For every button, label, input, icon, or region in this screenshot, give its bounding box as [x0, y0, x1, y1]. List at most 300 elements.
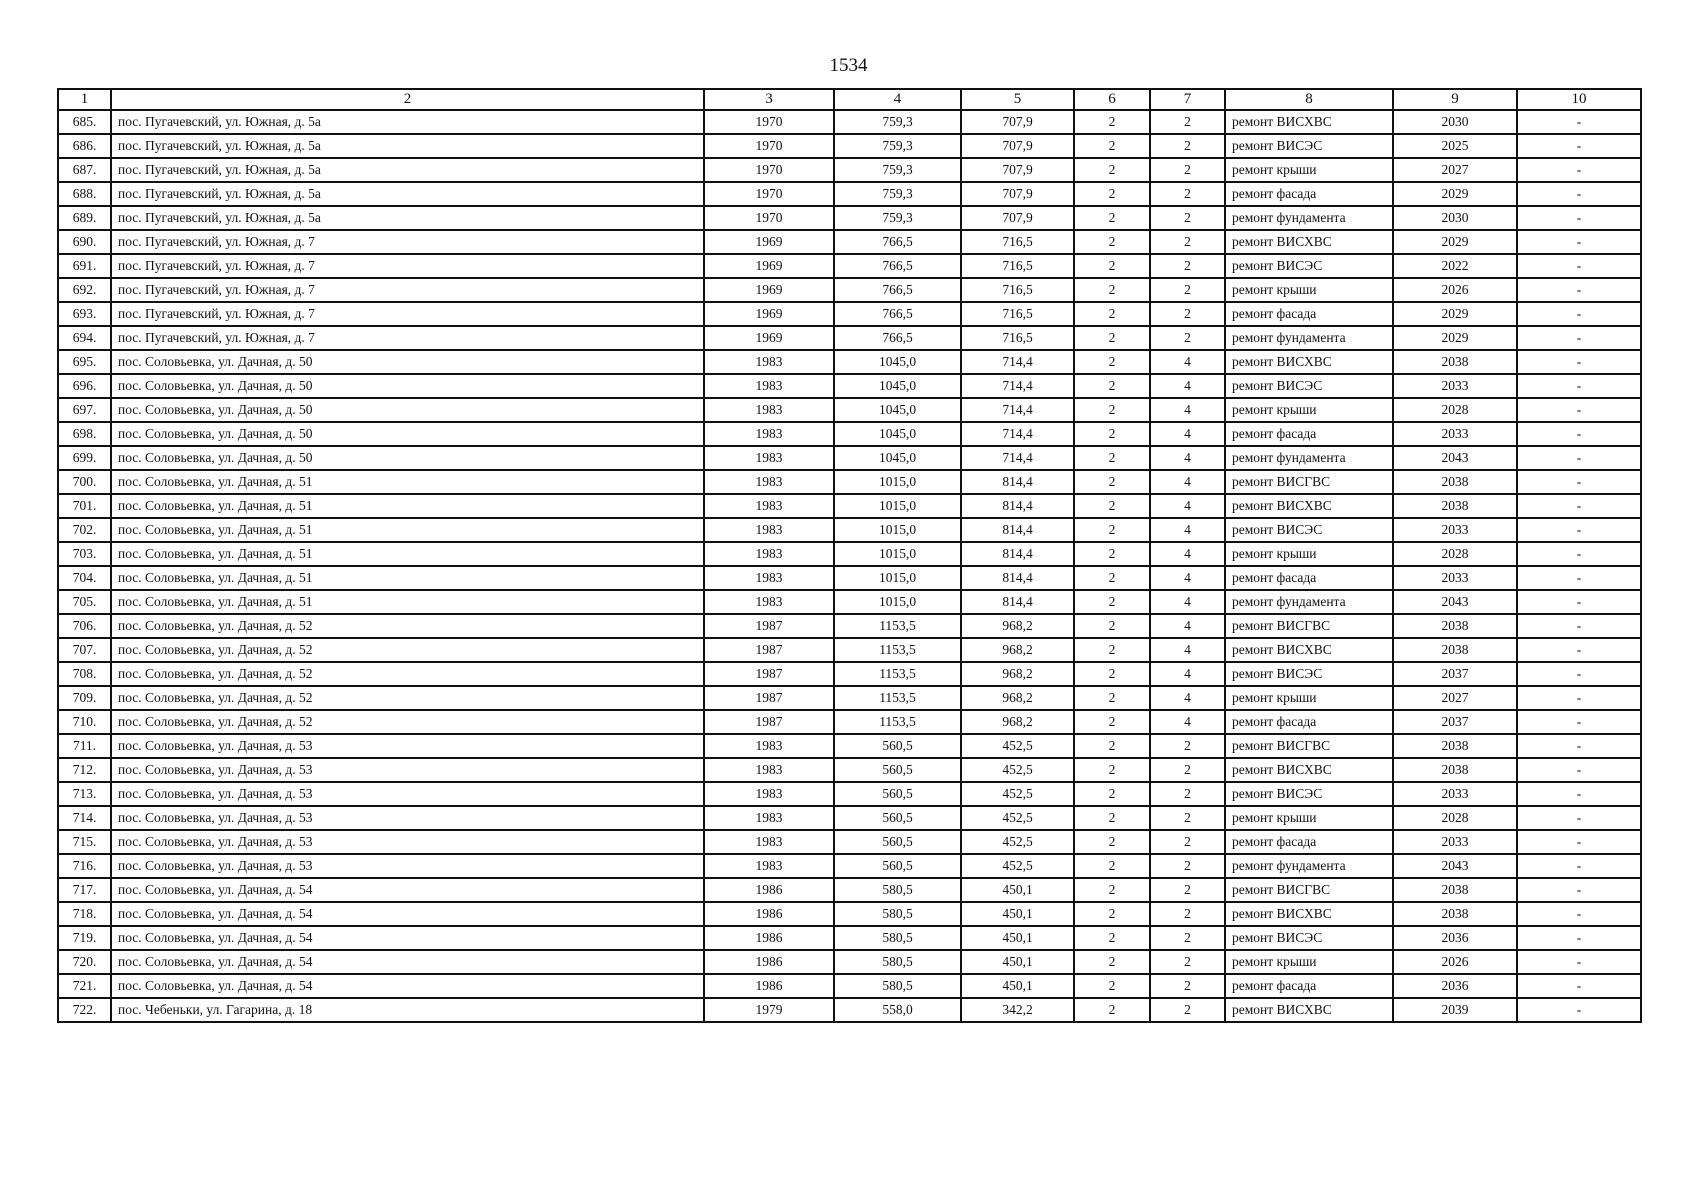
cell-living-area: 716,5: [961, 302, 1074, 326]
cell-entrances: 2: [1150, 950, 1225, 974]
cell-floors: 2: [1074, 878, 1150, 902]
cell-floors: 2: [1074, 542, 1150, 566]
cell-row-number: 706.: [58, 614, 111, 638]
table-row: [58, 902, 1641, 926]
cell-floors: 2: [1074, 734, 1150, 758]
cell-note: -: [1517, 998, 1641, 1022]
cell-entrances: 2: [1150, 878, 1225, 902]
cell-year-built: 1987: [704, 710, 834, 734]
cell-year-built: 1983: [704, 542, 834, 566]
cell-work-type: ремонт ВИСХВС: [1225, 902, 1393, 926]
cell-entrances: 4: [1150, 566, 1225, 590]
cell-year-built: 1987: [704, 614, 834, 638]
cell-address: пос. Соловьевка, ул. Дачная, д. 50: [111, 446, 704, 470]
column-header-4: 4: [834, 89, 961, 110]
cell-address: пос. Соловьевка, ул. Дачная, д. 50: [111, 398, 704, 422]
cell-planned-year: 2027: [1393, 158, 1517, 182]
table-row: [58, 782, 1641, 806]
cell-entrances: 2: [1150, 326, 1225, 350]
cell-note: -: [1517, 758, 1641, 782]
cell-planned-year: 2043: [1393, 854, 1517, 878]
cell-planned-year: 2036: [1393, 926, 1517, 950]
cell-note: -: [1517, 710, 1641, 734]
cell-floors: 2: [1074, 566, 1150, 590]
cell-entrances: 2: [1150, 230, 1225, 254]
cell-entrances: 2: [1150, 734, 1225, 758]
cell-work-type: ремонт фундамента: [1225, 206, 1393, 230]
cell-total-area: 766,5: [834, 278, 961, 302]
cell-work-type: ремонт крыши: [1225, 278, 1393, 302]
cell-floors: 2: [1074, 254, 1150, 278]
cell-year-built: 1986: [704, 902, 834, 926]
cell-address: пос. Соловьевка, ул. Дачная, д. 52: [111, 614, 704, 638]
cell-total-area: 1045,0: [834, 446, 961, 470]
cell-year-built: 1983: [704, 446, 834, 470]
cell-living-area: 452,5: [961, 734, 1074, 758]
cell-planned-year: 2033: [1393, 422, 1517, 446]
cell-address: пос. Соловьевка, ул. Дачная, д. 51: [111, 542, 704, 566]
cell-note: -: [1517, 590, 1641, 614]
table-row: [58, 542, 1641, 566]
cell-work-type: ремонт ВИСХВС: [1225, 110, 1393, 134]
table-row: [58, 350, 1641, 374]
cell-planned-year: 2030: [1393, 206, 1517, 230]
cell-floors: 2: [1074, 686, 1150, 710]
cell-planned-year: 2038: [1393, 470, 1517, 494]
cell-total-area: 1153,5: [834, 638, 961, 662]
cell-floors: 2: [1074, 854, 1150, 878]
cell-note: -: [1517, 494, 1641, 518]
cell-entrances: 2: [1150, 902, 1225, 926]
cell-address: пос. Соловьевка, ул. Дачная, д. 51: [111, 518, 704, 542]
cell-note: -: [1517, 158, 1641, 182]
cell-year-built: 1983: [704, 470, 834, 494]
cell-living-area: 707,9: [961, 110, 1074, 134]
cell-row-number: 695.: [58, 350, 111, 374]
cell-entrances: 4: [1150, 446, 1225, 470]
cell-work-type: ремонт ВИСХВС: [1225, 230, 1393, 254]
cell-year-built: 1970: [704, 158, 834, 182]
cell-note: -: [1517, 734, 1641, 758]
cell-year-built: 1983: [704, 518, 834, 542]
cell-floors: 2: [1074, 662, 1150, 686]
cell-work-type: ремонт крыши: [1225, 950, 1393, 974]
cell-work-type: ремонт фасада: [1225, 974, 1393, 998]
column-header-2: 2: [111, 89, 704, 110]
table-row: [58, 758, 1641, 782]
cell-row-number: 707.: [58, 638, 111, 662]
cell-total-area: 1045,0: [834, 398, 961, 422]
cell-address: пос. Соловьевка, ул. Дачная, д. 51: [111, 590, 704, 614]
cell-planned-year: 2029: [1393, 326, 1517, 350]
table-row: [58, 950, 1641, 974]
table-row: [58, 686, 1641, 710]
cell-year-built: 1969: [704, 302, 834, 326]
cell-address: пос. Чебеньки, ул. Гагарина, д. 18: [111, 998, 704, 1022]
cell-living-area: 714,4: [961, 398, 1074, 422]
table-row: [58, 374, 1641, 398]
table-row: [58, 662, 1641, 686]
cell-floors: 2: [1074, 830, 1150, 854]
cell-living-area: 714,4: [961, 374, 1074, 398]
cell-planned-year: 2038: [1393, 734, 1517, 758]
cell-row-number: 717.: [58, 878, 111, 902]
cell-year-built: 1983: [704, 494, 834, 518]
table-row: [58, 854, 1641, 878]
cell-living-area: 814,4: [961, 542, 1074, 566]
cell-planned-year: 2038: [1393, 350, 1517, 374]
cell-floors: 2: [1074, 302, 1150, 326]
cell-row-number: 710.: [58, 710, 111, 734]
cell-year-built: 1983: [704, 422, 834, 446]
cell-year-built: 1983: [704, 374, 834, 398]
column-header-7: 7: [1150, 89, 1225, 110]
cell-work-type: ремонт ВИСГВС: [1225, 470, 1393, 494]
cell-living-area: 450,1: [961, 902, 1074, 926]
cell-row-number: 701.: [58, 494, 111, 518]
page-number: 1534: [829, 55, 868, 76]
cell-entrances: 2: [1150, 302, 1225, 326]
cell-floors: 2: [1074, 710, 1150, 734]
cell-total-area: 766,5: [834, 302, 961, 326]
cell-row-number: 686.: [58, 134, 111, 158]
cell-entrances: 4: [1150, 350, 1225, 374]
cell-row-number: 687.: [58, 158, 111, 182]
cell-total-area: 766,5: [834, 326, 961, 350]
cell-row-number: 690.: [58, 230, 111, 254]
cell-note: -: [1517, 686, 1641, 710]
cell-year-built: 1986: [704, 926, 834, 950]
cell-note: -: [1517, 326, 1641, 350]
cell-total-area: 759,3: [834, 182, 961, 206]
cell-work-type: ремонт фасада: [1225, 302, 1393, 326]
cell-floors: 2: [1074, 374, 1150, 398]
cell-floors: 2: [1074, 278, 1150, 302]
cell-planned-year: 2028: [1393, 542, 1517, 566]
column-header-1: 1: [58, 89, 111, 110]
cell-year-built: 1983: [704, 830, 834, 854]
cell-note: -: [1517, 662, 1641, 686]
cell-entrances: 4: [1150, 470, 1225, 494]
table-row: [58, 710, 1641, 734]
cell-work-type: ремонт фасада: [1225, 566, 1393, 590]
cell-total-area: 766,5: [834, 230, 961, 254]
cell-planned-year: 2033: [1393, 566, 1517, 590]
cell-floors: 2: [1074, 398, 1150, 422]
cell-work-type: ремонт ВИСХВС: [1225, 350, 1393, 374]
cell-row-number: 689.: [58, 206, 111, 230]
cell-work-type: ремонт фасада: [1225, 422, 1393, 446]
cell-row-number: 702.: [58, 518, 111, 542]
cell-total-area: 560,5: [834, 830, 961, 854]
cell-row-number: 712.: [58, 758, 111, 782]
cell-planned-year: 2026: [1393, 950, 1517, 974]
cell-year-built: 1969: [704, 230, 834, 254]
cell-year-built: 1986: [704, 878, 834, 902]
table-row: [58, 134, 1641, 158]
cell-row-number: 693.: [58, 302, 111, 326]
cell-entrances: 4: [1150, 374, 1225, 398]
cell-entrances: 4: [1150, 638, 1225, 662]
cell-work-type: ремонт ВИСГВС: [1225, 734, 1393, 758]
cell-total-area: 580,5: [834, 926, 961, 950]
cell-planned-year: 2043: [1393, 590, 1517, 614]
cell-address: пос. Пугачевский, ул. Южная, д. 5а: [111, 158, 704, 182]
cell-total-area: 1045,0: [834, 374, 961, 398]
cell-row-number: 709.: [58, 686, 111, 710]
cell-address: пос. Соловьевка, ул. Дачная, д. 54: [111, 974, 704, 998]
cell-floors: 2: [1074, 134, 1150, 158]
cell-row-number: 708.: [58, 662, 111, 686]
cell-address: пос. Соловьевка, ул. Дачная, д. 54: [111, 902, 704, 926]
cell-year-built: 1983: [704, 590, 834, 614]
cell-year-built: 1983: [704, 782, 834, 806]
cell-total-area: 560,5: [834, 782, 961, 806]
cell-address: пос. Соловьевка, ул. Дачная, д. 53: [111, 806, 704, 830]
cell-note: -: [1517, 782, 1641, 806]
cell-floors: 2: [1074, 470, 1150, 494]
cell-living-area: 707,9: [961, 206, 1074, 230]
cell-address: пос. Соловьевка, ул. Дачная, д. 50: [111, 350, 704, 374]
cell-entrances: 4: [1150, 494, 1225, 518]
cell-note: -: [1517, 254, 1641, 278]
table-row: [58, 182, 1641, 206]
cell-year-built: 1979: [704, 998, 834, 1022]
cell-year-built: 1987: [704, 686, 834, 710]
cell-work-type: ремонт ВИСЭС: [1225, 518, 1393, 542]
cell-work-type: ремонт ВИСЭС: [1225, 374, 1393, 398]
cell-living-area: 450,1: [961, 878, 1074, 902]
cell-entrances: 4: [1150, 614, 1225, 638]
cell-entrances: 4: [1150, 686, 1225, 710]
cell-address: пос. Соловьевка, ул. Дачная, д. 50: [111, 374, 704, 398]
cell-note: -: [1517, 542, 1641, 566]
cell-row-number: 718.: [58, 902, 111, 926]
table-row: [58, 422, 1641, 446]
cell-address: пос. Пугачевский, ул. Южная, д. 7: [111, 230, 704, 254]
table-row: [58, 446, 1641, 470]
cell-entrances: 2: [1150, 134, 1225, 158]
cell-living-area: 968,2: [961, 710, 1074, 734]
cell-floors: 2: [1074, 614, 1150, 638]
table-row: [58, 206, 1641, 230]
cell-floors: 2: [1074, 806, 1150, 830]
cell-row-number: 704.: [58, 566, 111, 590]
cell-total-area: 1045,0: [834, 422, 961, 446]
table-body: [58, 110, 1641, 1022]
cell-note: -: [1517, 950, 1641, 974]
table-row: [58, 806, 1641, 830]
cell-entrances: 2: [1150, 782, 1225, 806]
cell-address: пос. Соловьевка, ул. Дачная, д. 51: [111, 566, 704, 590]
cell-entrances: 4: [1150, 590, 1225, 614]
cell-living-area: 968,2: [961, 662, 1074, 686]
cell-row-number: 719.: [58, 926, 111, 950]
cell-address: пос. Соловьевка, ул. Дачная, д. 53: [111, 854, 704, 878]
cell-work-type: ремонт крыши: [1225, 806, 1393, 830]
cell-note: -: [1517, 350, 1641, 374]
column-header-3: 3: [704, 89, 834, 110]
cell-note: -: [1517, 134, 1641, 158]
cell-year-built: 1987: [704, 638, 834, 662]
cell-floors: 2: [1074, 926, 1150, 950]
cell-year-built: 1983: [704, 806, 834, 830]
cell-total-area: 558,0: [834, 998, 961, 1022]
cell-row-number: 713.: [58, 782, 111, 806]
cell-note: -: [1517, 566, 1641, 590]
cell-note: -: [1517, 302, 1641, 326]
cell-total-area: 759,3: [834, 110, 961, 134]
column-header-6: 6: [1074, 89, 1150, 110]
cell-work-type: ремонт фундамента: [1225, 446, 1393, 470]
cell-total-area: 1153,5: [834, 686, 961, 710]
cell-total-area: 580,5: [834, 878, 961, 902]
cell-entrances: 4: [1150, 518, 1225, 542]
cell-note: -: [1517, 638, 1641, 662]
cell-entrances: 2: [1150, 926, 1225, 950]
cell-address: пос. Соловьевка, ул. Дачная, д. 53: [111, 782, 704, 806]
cell-row-number: 722.: [58, 998, 111, 1022]
cell-total-area: 1015,0: [834, 494, 961, 518]
cell-row-number: 711.: [58, 734, 111, 758]
cell-row-number: 696.: [58, 374, 111, 398]
cell-total-area: 580,5: [834, 974, 961, 998]
cell-planned-year: 2029: [1393, 302, 1517, 326]
table-row: [58, 566, 1641, 590]
cell-year-built: 1970: [704, 182, 834, 206]
cell-total-area: 560,5: [834, 806, 961, 830]
cell-entrances: 2: [1150, 110, 1225, 134]
cell-address: пос. Соловьевка, ул. Дачная, д. 51: [111, 494, 704, 518]
cell-note: -: [1517, 470, 1641, 494]
cell-living-area: 452,5: [961, 758, 1074, 782]
cell-planned-year: 2029: [1393, 230, 1517, 254]
table-row: [58, 302, 1641, 326]
cell-address: пос. Соловьевка, ул. Дачная, д. 52: [111, 662, 704, 686]
cell-total-area: 1015,0: [834, 470, 961, 494]
cell-work-type: ремонт ВИСГВС: [1225, 878, 1393, 902]
table-row: [58, 590, 1641, 614]
cell-entrances: 2: [1150, 206, 1225, 230]
cell-note: -: [1517, 806, 1641, 830]
cell-address: пос. Соловьевка, ул. Дачная, д. 54: [111, 878, 704, 902]
cell-year-built: 1983: [704, 566, 834, 590]
cell-total-area: 1153,5: [834, 662, 961, 686]
cell-work-type: ремонт крыши: [1225, 686, 1393, 710]
cell-living-area: 814,4: [961, 470, 1074, 494]
cell-entrances: 2: [1150, 974, 1225, 998]
cell-address: пос. Соловьевка, ул. Дачная, д. 50: [111, 422, 704, 446]
cell-planned-year: 2043: [1393, 446, 1517, 470]
cell-total-area: 560,5: [834, 734, 961, 758]
cell-row-number: 721.: [58, 974, 111, 998]
cell-work-type: ремонт ВИСЭС: [1225, 134, 1393, 158]
cell-entrances: 4: [1150, 422, 1225, 446]
cell-floors: 2: [1074, 494, 1150, 518]
cell-row-number: 694.: [58, 326, 111, 350]
cell-floors: 2: [1074, 326, 1150, 350]
cell-work-type: ремонт фундамента: [1225, 854, 1393, 878]
cell-planned-year: 2038: [1393, 614, 1517, 638]
cell-living-area: 342,2: [961, 998, 1074, 1022]
cell-floors: 2: [1074, 230, 1150, 254]
cell-note: -: [1517, 422, 1641, 446]
table-row: [58, 110, 1641, 134]
cell-work-type: ремонт фасада: [1225, 830, 1393, 854]
cell-row-number: 697.: [58, 398, 111, 422]
cell-planned-year: 2033: [1393, 374, 1517, 398]
cell-planned-year: 2025: [1393, 134, 1517, 158]
table-row: [58, 830, 1641, 854]
cell-row-number: 692.: [58, 278, 111, 302]
cell-row-number: 716.: [58, 854, 111, 878]
cell-living-area: 714,4: [961, 350, 1074, 374]
cell-living-area: 968,2: [961, 614, 1074, 638]
cell-row-number: 691.: [58, 254, 111, 278]
cell-row-number: 714.: [58, 806, 111, 830]
cell-planned-year: 2036: [1393, 974, 1517, 998]
cell-living-area: 716,5: [961, 254, 1074, 278]
cell-row-number: 685.: [58, 110, 111, 134]
table-header: [58, 89, 1641, 110]
cell-planned-year: 2038: [1393, 758, 1517, 782]
cell-living-area: 450,1: [961, 926, 1074, 950]
cell-floors: 2: [1074, 182, 1150, 206]
cell-address: пос. Соловьевка, ул. Дачная, д. 53: [111, 830, 704, 854]
cell-work-type: ремонт крыши: [1225, 398, 1393, 422]
cell-planned-year: 2033: [1393, 782, 1517, 806]
cell-note: -: [1517, 230, 1641, 254]
cell-work-type: ремонт крыши: [1225, 542, 1393, 566]
cell-entrances: 2: [1150, 998, 1225, 1022]
cell-planned-year: 2037: [1393, 710, 1517, 734]
table-row: [58, 470, 1641, 494]
cell-floors: 2: [1074, 638, 1150, 662]
cell-entrances: 2: [1150, 806, 1225, 830]
cell-year-built: 1969: [704, 254, 834, 278]
cell-living-area: 716,5: [961, 326, 1074, 350]
cell-work-type: ремонт фасада: [1225, 710, 1393, 734]
cell-work-type: ремонт крыши: [1225, 158, 1393, 182]
cell-address: пос. Соловьевка, ул. Дачная, д. 52: [111, 638, 704, 662]
cell-year-built: 1986: [704, 974, 834, 998]
cell-floors: 2: [1074, 902, 1150, 926]
cell-total-area: 1153,5: [834, 710, 961, 734]
cell-planned-year: 2037: [1393, 662, 1517, 686]
cell-year-built: 1983: [704, 758, 834, 782]
cell-planned-year: 2039: [1393, 998, 1517, 1022]
cell-floors: 2: [1074, 206, 1150, 230]
cell-living-area: 814,4: [961, 590, 1074, 614]
cell-row-number: 698.: [58, 422, 111, 446]
cell-work-type: ремонт ВИСХВС: [1225, 638, 1393, 662]
cell-floors: 2: [1074, 758, 1150, 782]
cell-floors: 2: [1074, 950, 1150, 974]
cell-note: -: [1517, 902, 1641, 926]
table-row: [58, 518, 1641, 542]
cell-address: пос. Соловьевка, ул. Дачная, д. 54: [111, 926, 704, 950]
cell-entrances: 2: [1150, 158, 1225, 182]
table-row: [58, 158, 1641, 182]
column-header-5: 5: [961, 89, 1074, 110]
cell-note: -: [1517, 926, 1641, 950]
cell-living-area: 714,4: [961, 446, 1074, 470]
cell-work-type: ремонт ВИСЭС: [1225, 254, 1393, 278]
cell-total-area: 1045,0: [834, 350, 961, 374]
cell-note: -: [1517, 110, 1641, 134]
cell-address: пос. Пугачевский, ул. Южная, д. 5а: [111, 182, 704, 206]
cell-year-built: 1983: [704, 734, 834, 758]
